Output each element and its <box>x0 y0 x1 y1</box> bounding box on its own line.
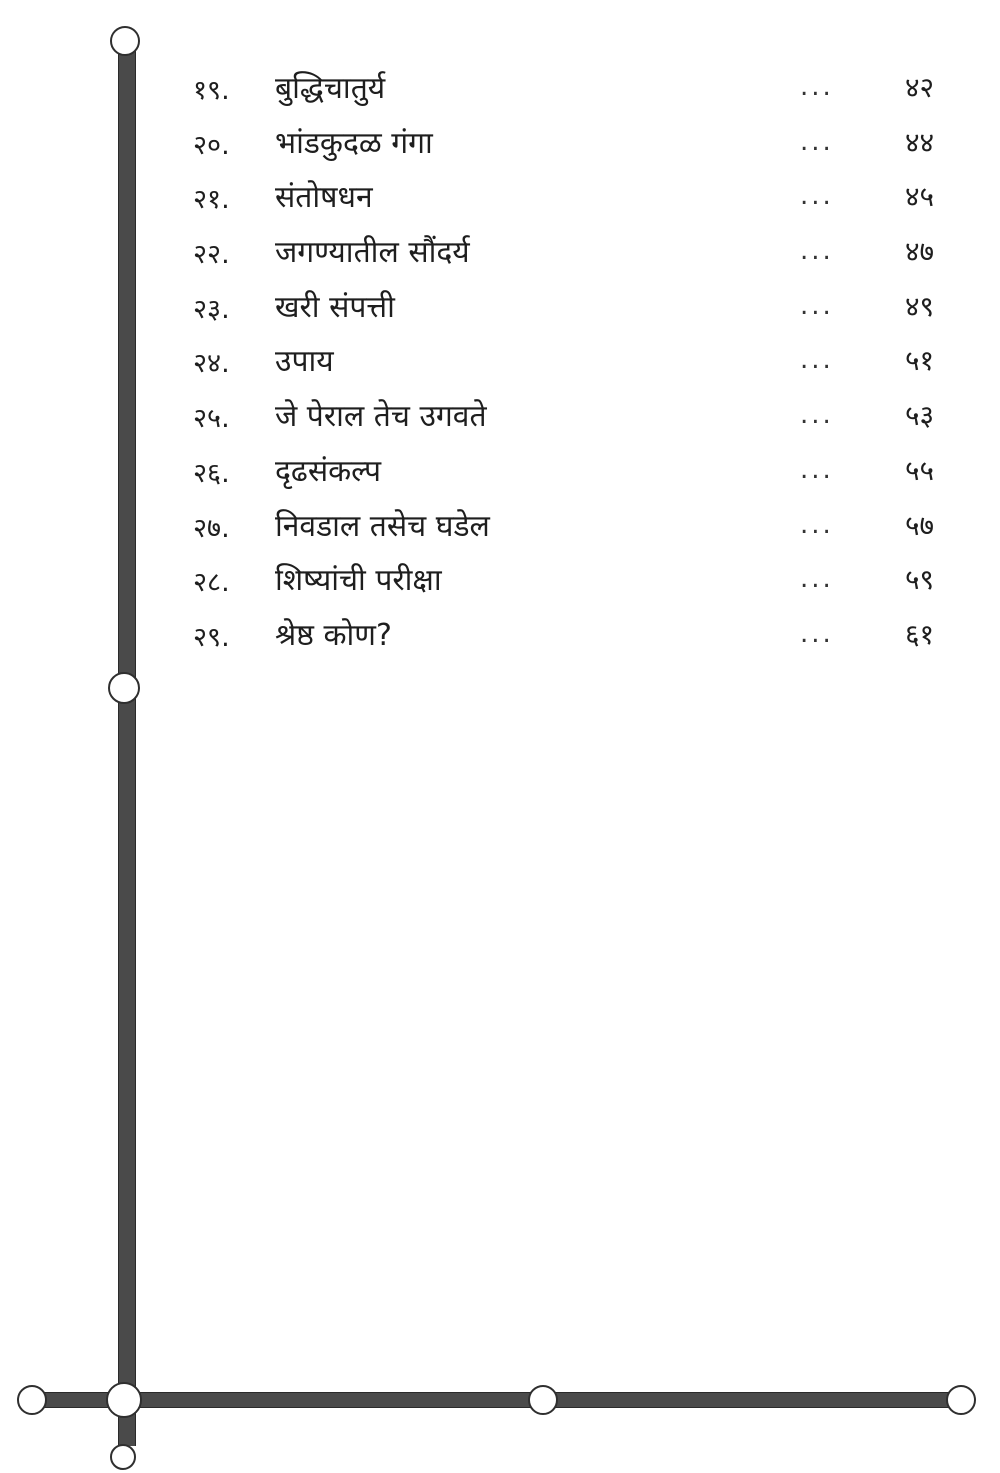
entry-number: १९. <box>193 75 230 106</box>
frame-node-left <box>17 1385 47 1415</box>
entry-title: भांडकुदळ गंगा <box>275 125 433 161</box>
frame-node-top <box>110 26 140 56</box>
entry-title: बुद्धिचातुर्य <box>275 71 386 106</box>
dot-leader: ... <box>800 236 834 267</box>
entry-title: जे पेराल तेच उगवते <box>275 399 487 435</box>
frame-node-intersection <box>106 1382 142 1418</box>
table-of-contents <box>0 62 1000 664</box>
entry-page-number: ४७ <box>905 235 935 269</box>
dot-leader: ... <box>800 181 834 212</box>
toc-entry <box>0 609 1000 664</box>
entry-number: २७. <box>193 512 230 544</box>
entry-page-number: ५७ <box>905 508 935 542</box>
toc-entry <box>0 226 1000 281</box>
toc-entry <box>0 445 1000 500</box>
toc-entry <box>0 500 1000 555</box>
entry-title: जगण्यातील सौंदर्य <box>275 235 470 271</box>
entry-number: २१. <box>193 184 230 216</box>
entry-page-number: ४२ <box>905 71 935 104</box>
dot-leader: ... <box>800 126 834 157</box>
entry-number: २८. <box>193 567 230 599</box>
toc-entry <box>0 390 1000 445</box>
entry-page-number: ४९ <box>905 289 935 323</box>
toc-entry <box>0 117 1000 172</box>
entry-title: दृढसंकल्प <box>275 453 382 489</box>
dot-leader: ... <box>800 72 834 102</box>
toc-entry <box>0 554 1000 609</box>
frame-node-right <box>946 1385 976 1415</box>
entry-number: २०. <box>193 129 230 161</box>
dot-leader: ... <box>800 618 834 649</box>
entry-page-number: ४५ <box>905 180 935 214</box>
entry-title: शिष्यांची परीक्षा <box>275 563 442 599</box>
frame-node-middle <box>108 672 140 704</box>
entry-page-number: ६१ <box>905 617 935 651</box>
entry-page-number: ५५ <box>905 453 935 487</box>
entry-title: श्रेष्ठ कोण? <box>275 617 392 653</box>
toc-entry <box>0 62 1000 117</box>
entry-title: निवडाल तसेच घडेल <box>275 508 490 544</box>
horizontal-frame-bar <box>40 1392 962 1408</box>
entry-number: २५. <box>193 403 230 435</box>
entry-page-number: ४४ <box>905 125 935 159</box>
entry-number: २३. <box>193 293 230 325</box>
dot-leader: ... <box>800 454 834 485</box>
dot-leader: ... <box>800 290 834 321</box>
entry-number: २२. <box>193 239 230 271</box>
dot-leader: ... <box>800 564 834 595</box>
entry-title: संतोषधन <box>275 180 373 216</box>
entry-number: २६. <box>193 457 230 489</box>
entry-title: खरी संपत्ती <box>275 289 395 325</box>
toc-entry <box>0 281 1000 336</box>
frame-node-bottom-center <box>528 1385 558 1415</box>
dot-leader: ... <box>800 509 834 540</box>
entry-page-number: ५१ <box>905 344 935 378</box>
entry-number: २४. <box>193 348 230 380</box>
dot-leader: ... <box>800 400 834 431</box>
entry-page-number: ५९ <box>905 563 935 597</box>
frame-node-bottom <box>110 1444 136 1470</box>
toc-entry <box>0 171 1000 226</box>
entry-page-number: ५३ <box>905 399 935 433</box>
entry-title: उपाय <box>275 344 334 380</box>
toc-entry <box>0 335 1000 390</box>
dot-leader: ... <box>800 345 834 376</box>
entry-number: २९. <box>193 621 230 653</box>
